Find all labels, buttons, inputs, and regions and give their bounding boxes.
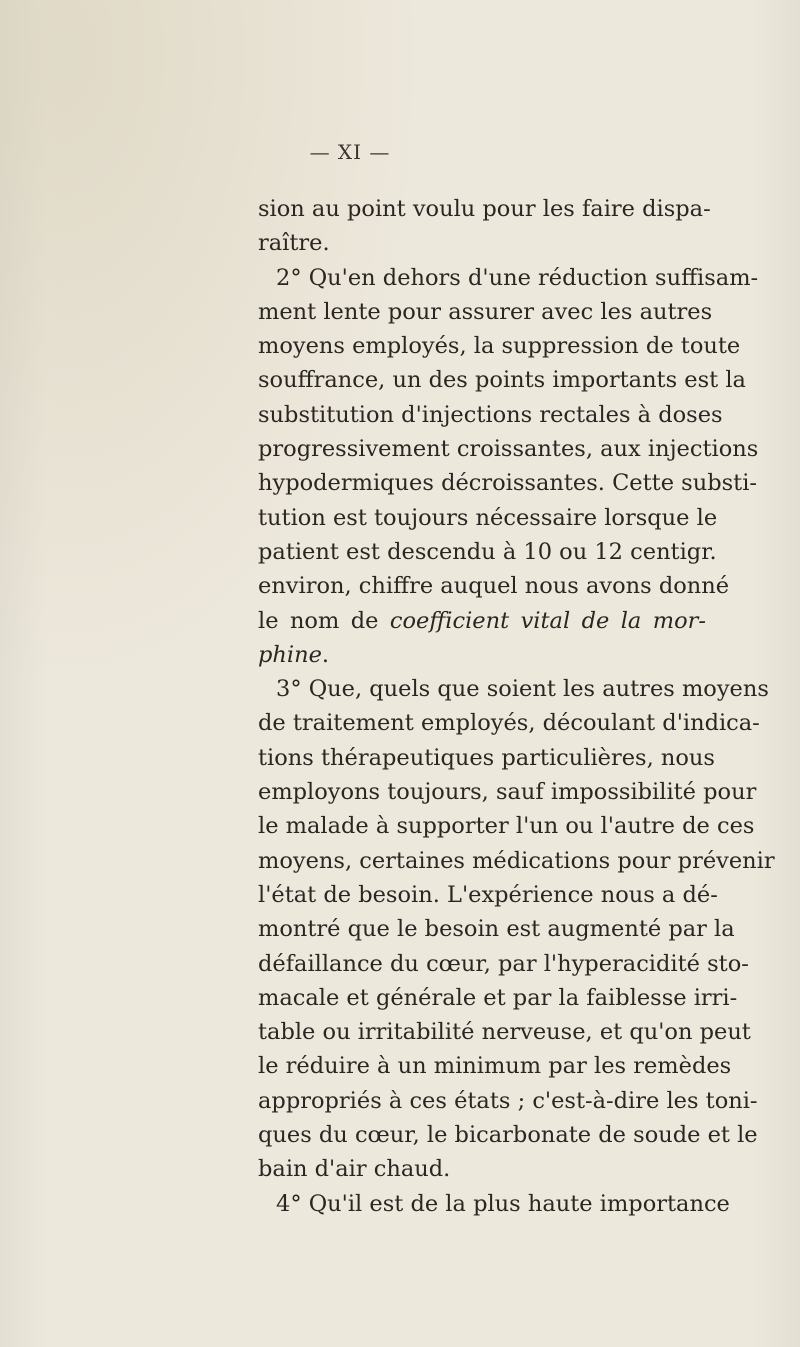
text-line: tions thérapeutiques particulières, nous <box>258 744 715 771</box>
text-line: souffrance, un des points importants est la <box>258 367 746 394</box>
text-line: l'état de besoin. L'expérience nous a dé- <box>258 881 718 908</box>
text-line: de traitement employés, découlant d'indica- <box>258 710 760 737</box>
text-run: . <box>321 641 330 668</box>
text-line: défaillance du cœur, par l'hyperacidité sto- <box>258 950 749 977</box>
text-line: montré que le besoin est augmenté par la <box>258 916 735 943</box>
text-line: employons toujours, sauf impossibilité pour <box>258 779 757 806</box>
text-line: moyens, certaines médications pour prévenir <box>258 847 775 874</box>
text-line: progressivement croissantes, aux injections <box>258 436 759 463</box>
text-line: tution est toujours nécessaire lorsque le <box>258 504 718 531</box>
text-line: table ou irritabilité nerveuse, et qu'on peut <box>258 1019 751 1046</box>
text-line: 2° Qu'en dehors d'une réduction suffisam- <box>276 264 759 291</box>
text-line: moyens employés, la suppression de toute <box>258 333 741 360</box>
text-line <box>258 604 706 638</box>
text-run: le nom de <box>258 607 390 634</box>
italic-text-run: phine <box>258 641 322 668</box>
text-line: ques du cœur, le bicarbonate de soude et le <box>258 1122 758 1149</box>
page-header: — XI — <box>309 140 391 164</box>
text-line <box>258 638 706 672</box>
text-line: ment lente pour assurer avec les autres <box>258 298 713 325</box>
text-line: hypodermiques décroissantes. Cette substi- <box>258 470 757 497</box>
text-line: le réduire à un minimum par les remèdes <box>258 1053 732 1080</box>
text-line: 4° Qu'il est de la plus haute importance <box>276 1190 730 1217</box>
text-line: sion au point voulu pour les faire dispa- <box>258 196 711 222</box>
text-line: patient est descendu à 10 ou 12 centigr. <box>258 538 717 565</box>
italic-text-run: coefficient vital de la mor- <box>389 607 707 634</box>
text-line: environ, chiffre auquel nous avons donné <box>258 573 730 600</box>
text-line: 3° Que, quels que soient les autres moyens <box>276 676 769 703</box>
body-text <box>258 192 775 1221</box>
text-line: macale et générale et par la faiblesse irri- <box>258 984 738 1011</box>
text-line: substitution d'injections rectales à doses <box>258 401 723 428</box>
text-line: appropriés à ces états ; c'est-à-dire les toni- <box>258 1087 758 1114</box>
text-line: le malade à supporter l'un ou l'autre de ces <box>258 813 755 840</box>
text-line: raître. <box>258 230 330 257</box>
text-line: bain d'air chaud. <box>258 1156 451 1183</box>
